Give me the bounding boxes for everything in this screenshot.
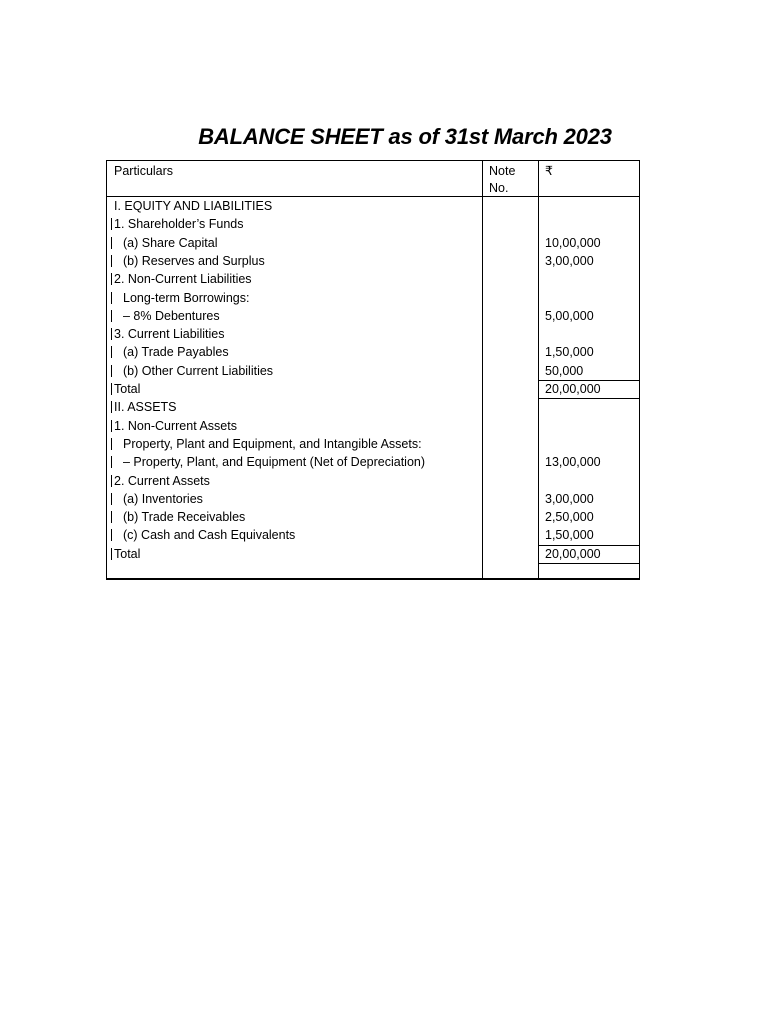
- row-label: II. ASSETS: [114, 400, 177, 415]
- cell-tick: [538, 328, 539, 340]
- cell-tick: [111, 237, 112, 249]
- row-label: (b) Reserves and Surplus: [123, 253, 265, 268]
- cell-tick: [538, 365, 539, 377]
- cell-tick: [482, 218, 483, 230]
- cell-tick: [111, 310, 112, 322]
- cell-tick: [538, 292, 539, 304]
- cell-tick: [111, 346, 112, 358]
- header-particulars: Particulars: [114, 164, 174, 178]
- total-rule-bottom-liabilities: [538, 398, 639, 399]
- row-label: (b) Other Current Liabilities: [123, 363, 274, 378]
- row-label: (a) Trade Payables: [123, 345, 229, 360]
- cell-tick: [111, 292, 112, 304]
- cell-tick: [482, 475, 483, 487]
- cell-tick: [538, 475, 539, 487]
- row-label: Total: [114, 382, 141, 396]
- row-amount: 3,00,000: [545, 253, 594, 268]
- row-amount: 1,50,000: [545, 345, 594, 360]
- cell-tick: [482, 346, 483, 358]
- cell-tick: [111, 475, 112, 487]
- cell-tick: [111, 456, 112, 468]
- cell-tick: [111, 365, 112, 377]
- row-label: I. EQUITY AND LIABILITIES: [114, 199, 273, 213]
- header-note-line2: No.: [489, 181, 509, 195]
- header-note-line1: Note: [489, 164, 516, 178]
- cell-tick: [538, 218, 539, 230]
- cell-tick: [111, 218, 112, 230]
- cell-tick: [111, 273, 112, 285]
- cell-tick: [538, 401, 539, 413]
- row-label: 1. Shareholder’s Funds: [114, 217, 244, 232]
- cell-tick: [538, 420, 539, 432]
- cell-tick: [111, 401, 112, 413]
- cell-tick: [538, 346, 539, 358]
- row-label: – 8% Debentures: [123, 308, 220, 323]
- cell-tick: [538, 310, 539, 322]
- cell-tick: [538, 273, 539, 285]
- cell-tick: [111, 511, 112, 523]
- cell-tick: [538, 255, 539, 267]
- row-label: Total: [114, 546, 141, 561]
- row-amount: 10,00,000: [545, 235, 601, 250]
- cell-tick: [111, 529, 112, 541]
- cell-tick: [482, 273, 483, 285]
- row-label: (a) Share Capital: [123, 235, 218, 250]
- cell-tick: [111, 255, 112, 267]
- row-amount: 20,00,000: [545, 382, 601, 396]
- cell-tick: [482, 511, 483, 523]
- cell-tick: [538, 529, 539, 541]
- cell-tick: [538, 511, 539, 523]
- balance-sheet-table: [106, 160, 640, 580]
- row-label: 2. Non-Current Liabilities: [114, 272, 252, 287]
- cell-tick: [482, 548, 483, 560]
- cell-tick: [111, 420, 112, 432]
- cell-tick: [111, 493, 112, 505]
- row-amount: 20,00,000: [545, 546, 601, 561]
- row-amount: 50,000: [545, 363, 584, 378]
- row-amount: 2,50,000: [545, 510, 594, 525]
- cell-tick: [482, 310, 483, 322]
- cell-tick: [482, 328, 483, 340]
- cell-tick: [482, 383, 483, 395]
- header-amount: ₹: [545, 164, 553, 178]
- cell-tick: [482, 420, 483, 432]
- row-label: (b) Trade Receivables: [123, 510, 246, 525]
- cell-tick: [482, 401, 483, 413]
- row-label: 3. Current Liabilities: [114, 327, 225, 342]
- cell-tick: [111, 328, 112, 340]
- cell-tick: [538, 456, 539, 468]
- row-label: (a) Inventories: [123, 491, 203, 506]
- row-label: 2. Current Assets: [114, 473, 210, 488]
- cell-tick: [538, 438, 539, 450]
- row-amount: 3,00,000: [545, 491, 594, 506]
- cell-tick: [482, 237, 483, 249]
- cell-tick: [538, 493, 539, 505]
- page-title: BALANCE SHEET as of 31st March 2023: [198, 124, 612, 149]
- cell-tick: [482, 529, 483, 541]
- cell-tick: [538, 548, 539, 560]
- cell-tick: [482, 493, 483, 505]
- cell-tick: [111, 438, 112, 450]
- cell-tick: [482, 456, 483, 468]
- total-rule-bottom-assets: [538, 563, 639, 564]
- row-amount: 5,00,000: [545, 308, 594, 323]
- cell-tick: [482, 438, 483, 450]
- cell-tick: [538, 383, 539, 395]
- cell-tick: [482, 255, 483, 267]
- cell-tick: [111, 548, 112, 560]
- row-label: Property, Plant and Equipment, and Intangible Assets:: [123, 436, 422, 451]
- row-label: Long-term Borrowings:: [123, 290, 250, 305]
- row-label: – Property, Plant, and Equipment (Net of Depreciation): [123, 455, 426, 470]
- row-amount: 13,00,000: [545, 455, 601, 470]
- cell-tick: [538, 237, 539, 249]
- row-label: 1. Non-Current Assets: [114, 418, 237, 433]
- cell-tick: [482, 292, 483, 304]
- cell-tick: [111, 383, 112, 395]
- row-label: (c) Cash and Cash Equivalents: [123, 528, 296, 543]
- row-amount: 1,50,000: [545, 528, 594, 543]
- cell-tick: [482, 365, 483, 377]
